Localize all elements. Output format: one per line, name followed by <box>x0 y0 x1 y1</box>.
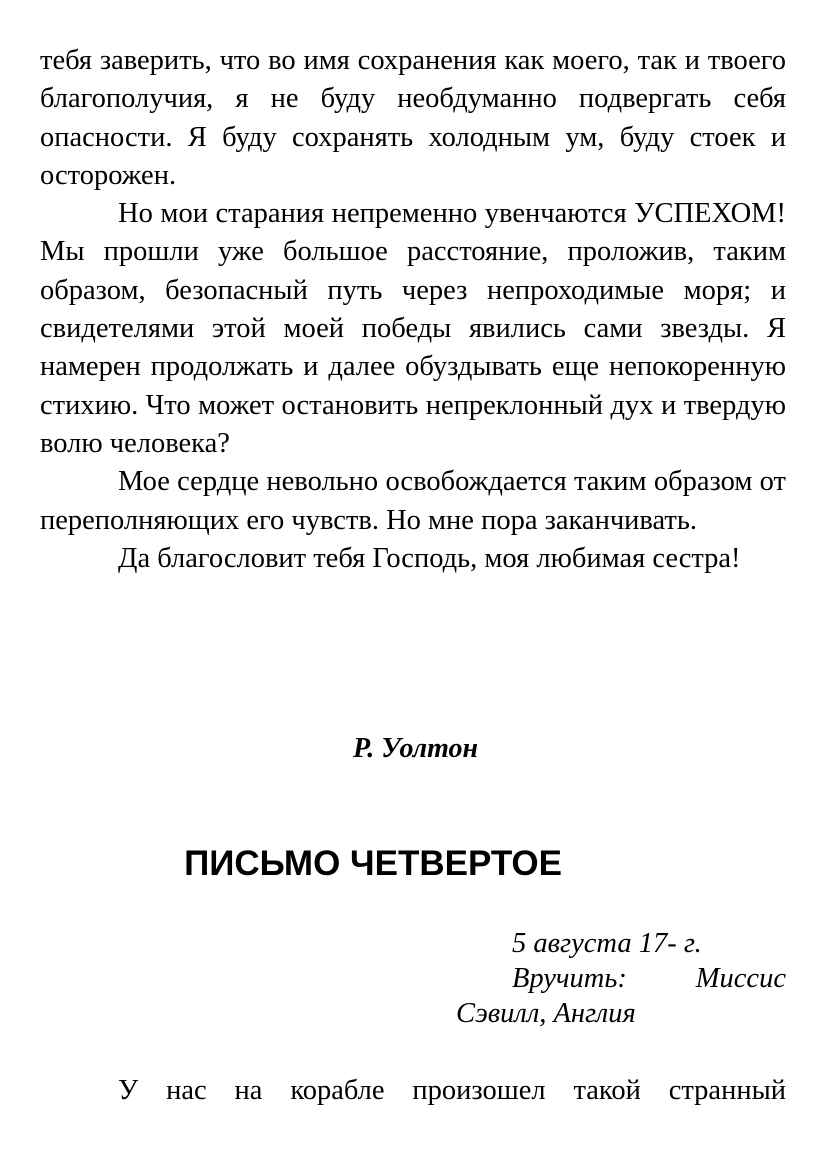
paragraph-continuation: тебя заверить, что во имя сохранения как моего, так и твоего благополучия, я не буду необдуманно подвергать себя опасности. Я буду сохранять холодным ум, буду стоек и осторожен. <box>40 45 786 191</box>
paragraph-opening: У нас на корабле произошел такой странный <box>118 1075 786 1106</box>
letter-recipient-line <box>456 961 786 996</box>
signature: Р. Уолтон <box>353 733 479 764</box>
letter-date: 5 августа 17- г. <box>512 928 702 959</box>
recipient-name: Миссис <box>695 963 786 994</box>
letter-dateline <box>456 926 786 1031</box>
letter-body-start <box>40 1072 786 1110</box>
paragraph-blessing: Да благословит тебя Господь, моя любимая сестра! <box>118 542 741 574</box>
paragraph-success: Но мои старания непременно увенчаются УСПЕХОМ! Мы прошли уже большое расстояние, проложив, таким образом, безопасный путь через непроходимые моря; и свидетелями этой моей победы явились сами звезды. Я намерен продолжать и далее обуздывать еще непокоренную стихию. Что может остановить непреклонный дух и твердую волю человека? <box>40 198 786 459</box>
document-page <box>40 42 786 1106</box>
paragraph-heart: Мое сердце невольно освобождается таким образом от переполняющих его чувств. Но мне пора заканчивать. <box>40 466 786 536</box>
recipient-address: Сэвилл, Англия <box>456 998 636 1029</box>
letter-heading: ПИСЬМО ЧЕТВЕРТОЕ <box>184 844 562 883</box>
deliver-label: Вручить: <box>512 963 627 994</box>
